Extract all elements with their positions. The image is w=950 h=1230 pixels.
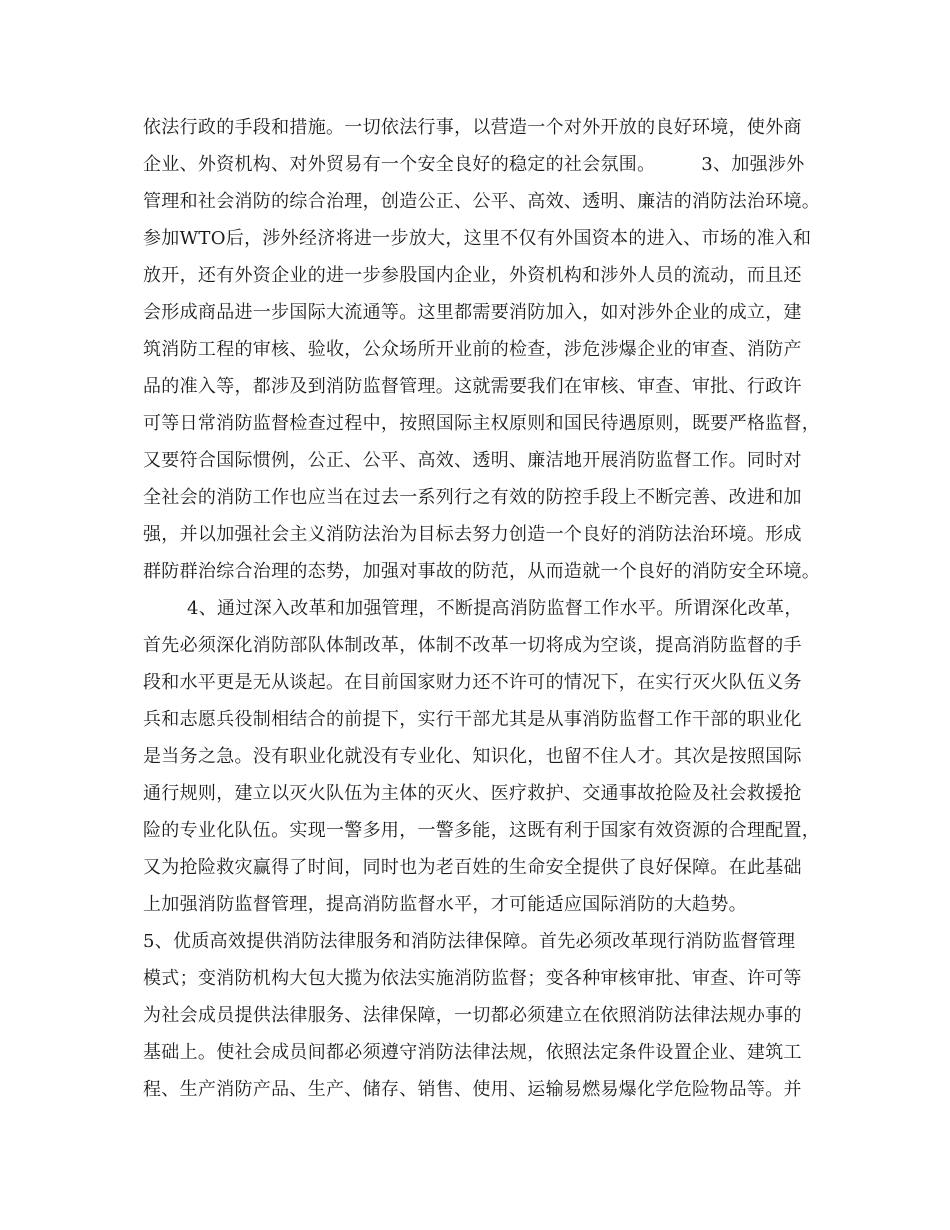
text-line: 企业、外资机构、对外贸易有一个安全良好的稳定的社会氛围。 3、加强涉外 — [143, 154, 805, 175]
text-line: 品的准入等，都涉及到消防监督管理。这就需要我们在审核、审查、审批、行政许 — [143, 376, 802, 397]
text-line: 强，并以加强社会主义消防法治为目标去努力创造一个良好的消防法治环境。形成 — [143, 524, 802, 545]
text-line: 上加强消防监督管理，提高消防监督水平，才可能适应国际消防的大趋势。 — [143, 894, 747, 915]
text-line: 通行规则，建立以灭火队伍为主体的灭火、医疗救护、交通事故抢险及社会救援抢 — [143, 783, 802, 804]
text-line: 又为抢险救灾赢得了时间，同时也为老百姓的生命安全提供了良好保障。在此基础 — [143, 857, 802, 878]
text-line: 模式；变消防机构大包大揽为依法实施消防监督；变各种审核审批、审查、许可等 — [143, 968, 802, 989]
text-line: 全社会的消防工作也应当在过去一系列行之有效的防控手段上不断完善、改进和加 — [143, 487, 802, 508]
text-line: 放开，还有外资企业的进一步参股国内企业，外资机构和涉外人员的流动，而且还 — [143, 265, 802, 286]
text-line: 基础上。使社会成员间都必须遵守消防法律法规，依照法定条件设置企业、建筑工 — [143, 1042, 802, 1063]
text-line: 险的专业化队伍。实现一警多用，一警多能，这既有利于国家有效资源的合理配置， — [143, 820, 821, 841]
text-line: 程、生产消防产品、生产、储存、销售、使用、运输易燃易爆化学危险物品等。并 — [143, 1079, 802, 1100]
text-line: 段和水平更是无从谈起。在目前国家财力还不许可的情况下，在实行灭火队伍义务 — [143, 672, 802, 693]
text-line: 兵和志愿兵役制相结合的前提下，实行干部尤其是从事消防监督工作干部的职业化 — [143, 709, 802, 730]
text-line: 管理和社会消防的综合治理，创造公正、公平、高效、透明、廉洁的消防法治环境。 — [143, 191, 821, 212]
text-line: 可等日常消防监督检查过程中，按照国际主权原则和国民待遇原则，既要严格监督， — [143, 413, 821, 434]
text-line: 5、优质高效提供消防法律服务和消防法律保障。首先必须改革现行消防监督管理 — [143, 931, 796, 952]
text-line: 4、通过深入改革和加强管理，不断提高消防监督工作水平。所谓深化改革， — [187, 598, 803, 619]
text-line: 是当务之急。没有职业化就没有专业化、知识化，也留不住人才。其次是按照国际 — [143, 746, 802, 767]
text-line: 为社会成员提供法律服务、法律保障，一切都必须建立在依照消防法律法规办事的 — [143, 1005, 802, 1026]
text-line: 依法行政的手段和措施。一切依法行事，以营造一个对外开放的良好环境，使外商 — [143, 117, 802, 138]
text-line: 筑消防工程的审核、验收，公众场所开业前的检查，涉危涉爆企业的审查、消防产 — [143, 339, 802, 360]
text-line: 参加WTO后，涉外经济将进一步放大，这里不仅有外国资本的进入、市场的准入和 — [143, 228, 812, 249]
text-line: 群防群治综合治理的态势，加强对事故的防范，从而造就一个良好的消防安全环境。 — [143, 561, 821, 582]
text-line: 首先必须深化消防部队体制改革，体制不改革一切将成为空谈，提高消防监督的手 — [143, 635, 802, 656]
text-line: 会形成商品进一步国际大流通等。这里都需要消防加入，如对涉外企业的成立，建 — [143, 302, 802, 323]
text-line: 又要符合国际惯例，公正、公平、高效、透明、廉洁地开展消防监督工作。同时对 — [143, 450, 802, 471]
